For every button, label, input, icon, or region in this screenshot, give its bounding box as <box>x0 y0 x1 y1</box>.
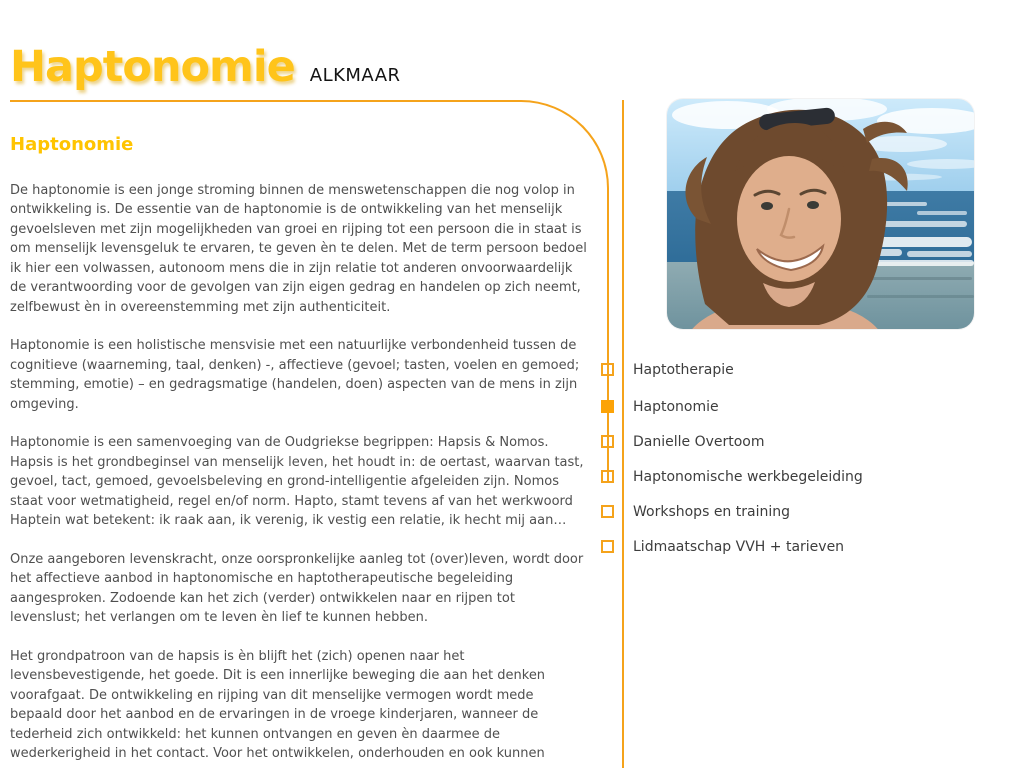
sidebar-item-label: Workshops en training <box>633 503 790 520</box>
sidebar-item-danielle-overtoom[interactable] <box>601 434 765 449</box>
menu-bullet-icon <box>601 470 614 483</box>
site-subtitle: ALKMAAR <box>309 65 401 86</box>
paragraph-1: De haptonomie is een jonge stroming binnen de menswetenschappen die nog volop in ontwikkeling is. De essentie van de haptonomie is de ontwikkeling van het menselijk gevoelsleven met zijn mogelijkheden van groei en rijping tot een persoon die in staat is om menselijk levensgeluk te ervaren, te geven èn te delen. Met de term persoon bedoel ik hier een volwassen, autonoom mens die in zijn relatie tot anderen onvoorwaardelijk de verantwoording voor de gevolgen van zijn eigen gedrag en handelen op zich neemt, zelfbewust èn in overeenstemming met zijn authenticiteit. <box>10 182 587 315</box>
sidebar-item-haptotherapie[interactable] <box>601 362 734 377</box>
menu-bullet-active-icon <box>601 400 614 413</box>
profile-photo <box>667 99 974 329</box>
page-title: Haptonomie <box>10 134 134 155</box>
paragraph-5: Het grondpatroon van de hapsis is èn blijft het (zich) openen naar het levensbevestigende, het goede. Dit is een innerlijke beweging die aan het denken voorafgaat. De ontwikkeling en rijping van dit menselijke vermogen wordt mede bepaald door het aanbod en de ervaringen in de vroege kinderjaren, wanneer de tederheid zich ontwikkeld: het kunnen ontvangen en geven èn daarmee de wederkerigheid in het contact. Voor het ontwikkelen, onderhouden en ook kunnen <box>10 648 546 762</box>
sidebar-item-label: Lidmaatschap VVH + tarieven <box>633 538 845 555</box>
menu-bullet-icon <box>601 435 614 448</box>
sidebar-item-lidmaatschap-vvh-tarieven[interactable] <box>601 539 844 554</box>
paragraph-2: Haptonomie is een holistische mensvisie met een natuurlijke verbondenheid tussen de cognitieve (waarneming, taal, denken) -, affectieve (gevoel; tasten, voelen en gemoed; stemming, emotie) – en gedragsmatige (handelen, doen) aspecten van de mens in zijn omgeving. <box>10 338 580 412</box>
menu-bullet-icon <box>601 540 614 553</box>
paragraph-3: Haptonomie is een samenvoeging van de Oudgriekse begrippen: Hapsis & Nomos. Hapsis is het grondbeginsel van menselijk leven, het houdt in: de oertast, waarvan tast, gevoel, tact, gemoed, gevoelsbeleving en grond-intelligentie afgeleiden zijn. Nomos staat voor wetmatigheid, regel en/of norm. Hapto, stamt tevens af van het werkwoord Haptein wat betekent: ik raak aan, ik verenig, ik vestig een relatie, ik hecht mij aan… <box>10 435 584 529</box>
main-content <box>10 135 588 764</box>
sidebar-item-label: Haptotherapie <box>633 361 734 378</box>
sidebar-item-haptonomische-werkbegeleiding[interactable] <box>601 469 863 484</box>
menu-bullet-icon <box>601 505 614 518</box>
sidebar-item-label: Danielle Overtoom <box>633 433 765 450</box>
sidebar-item-haptonomie[interactable] <box>601 399 719 414</box>
sidebar-item-label: Haptonomie <box>633 398 719 415</box>
sidebar-item-label: Haptonomische werkbegeleiding <box>633 468 863 485</box>
paragraph-4: Onze aangeboren levenskracht, onze oorspronkelijke aanleg tot (over)leven, wordt door het affectieve aanbod in haptonomische en haptotherapeutische begeleiding aangesproken. Zodoende kan het zich (verder) ontwikkelen naar en rijpen tot levenslust; het verlangen om te leven èn lief te kunnen hebben. <box>10 551 584 626</box>
beach-portrait-illustration <box>667 99 974 329</box>
menu-bullet-icon <box>601 363 614 376</box>
sidebar-item-workshops-en-training[interactable] <box>601 504 790 519</box>
site-header <box>10 44 401 91</box>
site-title: Haptonomie <box>10 42 295 92</box>
